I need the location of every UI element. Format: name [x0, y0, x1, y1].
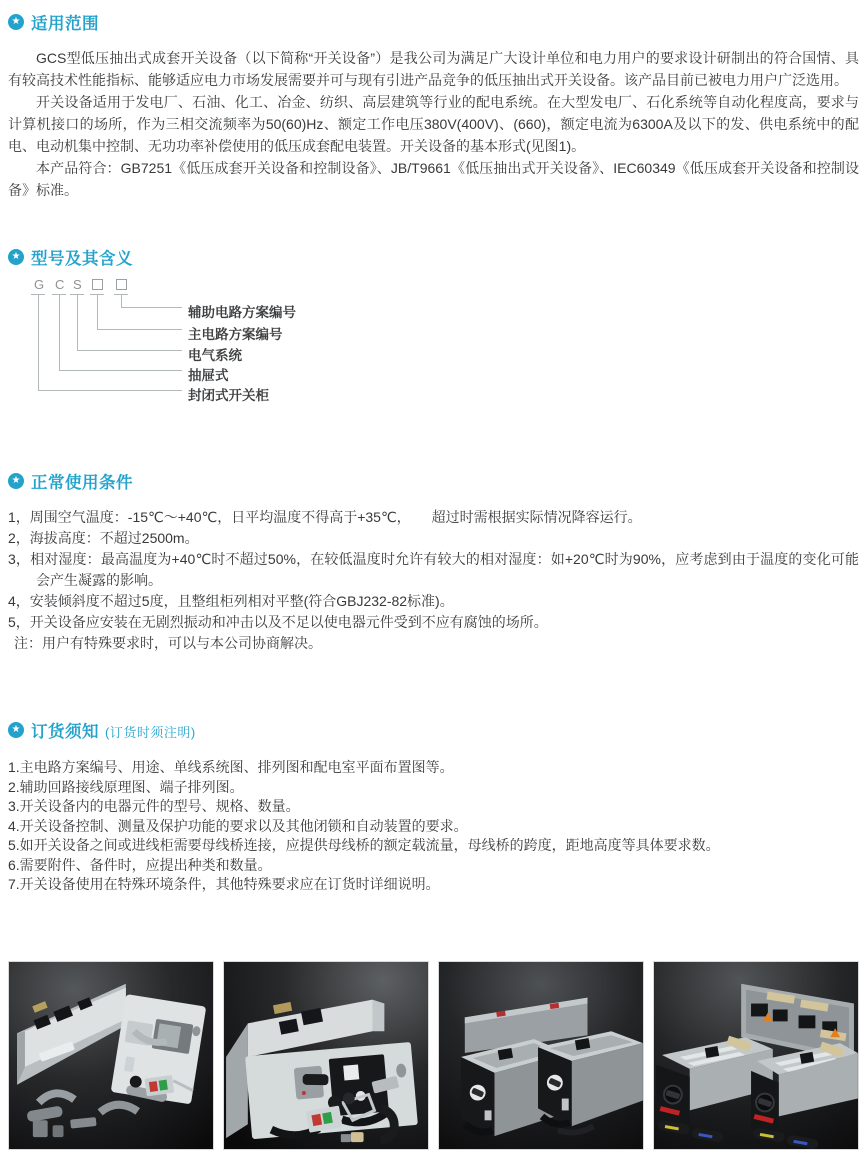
product-photos-row: [8, 961, 859, 1150]
scope-paragraphs: [8, 47, 859, 201]
drawer-unit-front-mechanism-illustration: [224, 962, 428, 1149]
condition-item: 2，海拔高度：不超过2500m。: [8, 530, 199, 546]
star-circle-icon: ★: [8, 249, 24, 265]
scope-paragraph-1: GCS型低压抽出式成套开关设备（以下简称“开关设备”）是我公司为满足广大设计单位和电力用户的要求设计研制出的符合国情、具有较高技术性能指标、能够适应电力市场发展需要并可与现有引进产品竞争的低压抽出式开关设备。该产品目前已被电力用户广泛选用。: [8, 50, 859, 88]
scope-paragraph-2: 开关设备适用于发电厂、石油、化工、冶金、纺织、高层建筑等行业的配电系统。在大型发电厂、石化系统等自动化程度高，要求与计算机接口的场所，作为三相交流频率为50(60)Hz、额定工作电压380V(400V)、(660)，额定电流为6300A及以下的发、供电系统中的配电、电动机集中控制、无功功率补偿使用的低压成套配电装置。开关设备的基本形式(见图1)。: [8, 94, 859, 154]
section-scope-header: [8, 10, 859, 34]
condition-item: 4，安装倾斜度不超过5度，且整组柜列相对平整(符合GBJ232-82标准)。: [8, 593, 454, 609]
star-circle-icon: ★: [8, 473, 24, 489]
ordering-item: 1.主电路方案编号、用途、单线系统图、排列图和配电室平面布置图等。: [8, 759, 454, 775]
two-drawer-units-photo: [438, 961, 644, 1150]
section-ordering-title-text: 订货须知: [31, 723, 99, 741]
ordering-item: 6.需要附件、备件时，应提出种类和数量。: [8, 856, 272, 873]
model-code-box-2: [116, 279, 127, 290]
ordering-item: 2.辅助回路接线原理图、端子排列图。: [8, 778, 244, 795]
model-label-electrical-system: 电气系统: [188, 348, 242, 363]
section-ordering-header: [8, 718, 859, 742]
two-drawer-units-illustration: [439, 962, 643, 1149]
model-label-drawer-type: 抽屉式: [188, 368, 229, 383]
model-code-letter-g: G: [34, 277, 45, 292]
section-conditions-title: 正常使用条件: [31, 474, 133, 492]
conditions-list: [8, 507, 859, 654]
section-ordering: [8, 718, 859, 895]
diagram-connector: [38, 295, 182, 391]
star-circle-icon: ★: [8, 14, 24, 30]
section-ordering-subtitle: (订货时须注明): [105, 725, 196, 740]
condition-item: 3，相对湿度：最高温度为+40℃时不超过50%，在较低温度时允许有较大的相对湿度：如+20℃时为90%，应考虑到由于温度的变化可能会产生凝露的影响。: [8, 551, 859, 588]
drawer-unit-front-mechanism-photo: [223, 961, 429, 1150]
star-circle-icon: ★: [8, 722, 24, 738]
drawer-units-rear-terminal-illustration: [654, 962, 858, 1149]
drawer-units-with-rear-terminal-panel-photo: [653, 961, 859, 1150]
condition-item: 1，周围空气温度：-15℃～+40℃，日平均温度不得高于+35℃， 超过时需根据实际情况降容运行。: [8, 509, 642, 525]
ordering-item: 3.开关设备内的电器元件的型号、规格、数量。: [8, 798, 300, 814]
section-conditions: [8, 469, 859, 654]
drawer-unit-door-and-handle-parts-photo: [8, 961, 214, 1150]
model-label-aux-circuit: 辅助电路方案编号: [188, 305, 296, 320]
model-code-letter-c: C: [55, 277, 65, 292]
drawer-unit-door-and-handle-parts-illustration: [9, 962, 213, 1149]
ordering-list: [8, 758, 859, 895]
ordering-item: 7.开关设备使用在特殊环境条件，其他特殊要求应在订货时详细说明。: [8, 876, 440, 892]
section-model-header: [8, 245, 859, 269]
section-conditions-header: [8, 469, 859, 493]
ordering-item: 5.如开关设备之间或进线柜需要母线桥连接，应提供母线桥的额定载流量，母线桥的跨度，距地高度等具体要求数。: [8, 837, 720, 853]
condition-note: 注：用户有特殊要求时，可以与本公司协商解决。: [14, 635, 322, 651]
model-code-box-1: [92, 279, 103, 290]
condition-item: 5，开关设备应安装在无剧烈振动和冲击以及不足以使电器元件受到不应有腐蚀的场所。: [8, 614, 548, 630]
scope-paragraph-3: 本产品符合：GB7251《低压成套开关设备和控制设备》、JB/T9661《低压抽出式开关设备》、IEC60349《低压成套开关设备和控制设备》标准。: [8, 160, 859, 198]
model-label-enclosed-switchgear: 封闭式开关柜: [188, 388, 269, 403]
section-model: [8, 245, 859, 417]
model-designation-diagram: [30, 277, 859, 417]
section-scope-title: 适用范围: [31, 15, 99, 33]
model-label-main-circuit: 主电路方案编号: [188, 327, 283, 342]
ordering-item: 4.开关设备控制、测量及保护功能的要求以及其他闭锁和自动装置的要求。: [8, 817, 468, 834]
section-ordering-title: [31, 718, 196, 742]
section-scope: [8, 10, 859, 201]
model-code-letter-s: S: [73, 277, 82, 292]
section-model-title: 型号及其含义: [31, 250, 133, 268]
